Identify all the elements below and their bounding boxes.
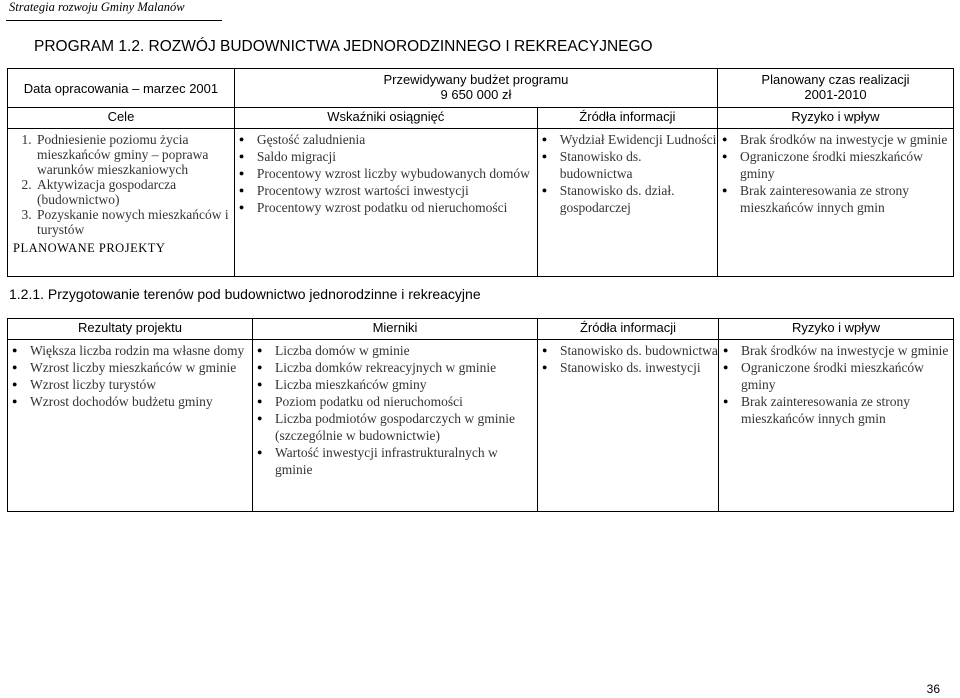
risk-item: ● Brak zainteresowania ze strony mieszkańców innych gmin (718, 182, 953, 216)
time-cell (717, 69, 953, 108)
indicators-cell (234, 129, 537, 277)
risk-item: ● Brak środków na inwestycje w gminie (719, 342, 953, 359)
page-number: 36 (926, 682, 940, 696)
col-header-indicators: Wskaźniki osiągnięć (234, 108, 537, 129)
result-item: ● Większa liczba rodzin ma własne domy (8, 342, 252, 359)
indicator-item: ● Saldo migracji (235, 148, 537, 165)
budget-value: 9 650 000 zł (440, 87, 512, 102)
goal-item: 3. Pozyskanie nowych mieszkańców i turystów (35, 207, 234, 237)
result-item: ● Wzrost liczby mieszkańców w gminie (8, 359, 252, 376)
measure-item: ● Poziom podatku od nieruchomości (253, 393, 537, 410)
measures-list (253, 342, 537, 478)
risks-cell (717, 129, 953, 277)
col-header-results: Rezultaty projektu (8, 319, 253, 340)
indicator-item: ● Procentowy wzrost podatku od nieruchomości (235, 199, 537, 216)
goals-list (8, 132, 234, 237)
col-header-goals: Cele (8, 108, 235, 129)
sources-list-2 (538, 342, 718, 376)
date-cell (8, 69, 235, 108)
source-item: ● Stanowisko ds. budownictwa (538, 148, 717, 182)
risk-item: ● Ograniczone środki mieszkańców gminy (719, 359, 953, 393)
indicators-list (235, 131, 537, 216)
risks-list-2 (719, 342, 953, 427)
indicator-item: ● Procentowy wzrost liczby wybudowanych domów (235, 165, 537, 182)
budget-label: Przewidywany budżet programu (383, 72, 569, 87)
measure-item: ● Liczba podmiotów gospodarczych w gminie (szczególnie w budownictwie) (253, 410, 537, 444)
risk-item: ● Ograniczone środki mieszkańców gminy (718, 148, 953, 182)
risk-item: ● Brak środków na inwestycje w gminie (718, 131, 953, 148)
col-header-risk-2: Ryzyko i wpływ (719, 319, 954, 340)
measure-item: ● Liczba mieszkańców gminy (253, 376, 537, 393)
sources-cell (537, 129, 717, 277)
planned-projects-label: PLANOWANE PROJEKTY (13, 241, 166, 255)
project-table (7, 318, 954, 512)
risks-cell-2 (719, 340, 954, 512)
date-label: Data opracowania – marzec 2001 (23, 80, 219, 96)
measure-item: ● Wartość inwestycji infrastrukturalnych w gminie (253, 444, 537, 478)
col-header-sources: Źródła informacji (537, 108, 717, 129)
risk-item: ● Brak zainteresowania ze strony mieszkańców innych gmin (719, 393, 953, 427)
program-title: PROGRAM 1.2. ROZWÓJ BUDOWNICTWA JEDNORODZINNEGO I REKREACYJNEGO (34, 38, 653, 55)
measure-item: ● Liczba domów w gminie (253, 342, 537, 359)
goals-cell (8, 129, 235, 277)
results-list (8, 342, 252, 410)
sources-list (538, 131, 717, 216)
source-item: ● Stanowisko ds. inwestycji (538, 359, 718, 376)
time-value: 2001-2010 (804, 87, 867, 102)
goal-item: 1. Podniesienie poziomu życia mieszkańców gminy – poprawa warunków mieszkaniowych (35, 132, 234, 177)
budget-cell (234, 69, 717, 108)
results-cell (8, 340, 253, 512)
source-item: ● Stanowisko ds. budownictwa (538, 342, 718, 359)
time-label: Planowany czas realizacji (761, 72, 910, 87)
program-table (7, 68, 954, 277)
result-item: ● Wzrost dochodów budżetu gminy (8, 393, 252, 410)
project-section-title: 1.2.1. Przygotowanie terenów pod budownictwo jednorodzinne i rekreacyjne (9, 286, 481, 302)
source-item: ● Wydział Ewidencji Ludności (538, 131, 717, 148)
indicator-item: ● Procentowy wzrost wartości inwestycji (235, 182, 537, 199)
result-item: ● Wzrost liczby turystów (8, 376, 252, 393)
col-header-sources-2: Źródła informacji (538, 319, 719, 340)
sources-cell-2 (538, 340, 719, 512)
risks-list (718, 131, 953, 216)
source-item: ● Stanowisko ds. dział. gospodarczej (538, 182, 717, 216)
header-rule (6, 20, 222, 21)
col-header-measures: Mierniki (253, 319, 538, 340)
running-header: Strategia rozwoju Gminy Malanów (9, 0, 185, 14)
goal-item: 2. Aktywizacja gospodarcza (budownictwo) (35, 177, 234, 207)
col-header-risk: Ryzyko i wpływ (717, 108, 953, 129)
measures-cell (253, 340, 538, 512)
indicator-item: ● Gęstość zaludnienia (235, 131, 537, 148)
measure-item: ● Liczba domków rekreacyjnych w gminie (253, 359, 537, 376)
